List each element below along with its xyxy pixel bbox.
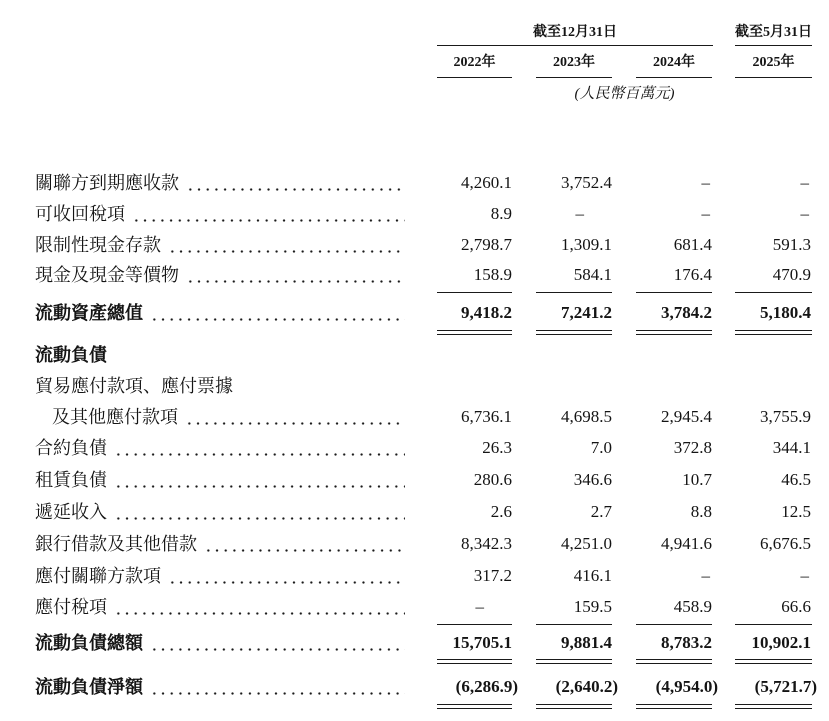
row-net-current-liabilities (0, 672, 829, 702)
double-rule-bottom-2023 (536, 334, 612, 335)
subtotal-rule-2023 (536, 624, 612, 625)
value-2023: 7.0 (590, 438, 612, 457)
double-rule-top-2025 (735, 659, 812, 660)
row-label: 流動負債淨額 (35, 677, 143, 697)
row-label-continued: 及其他應付款項 (52, 407, 178, 427)
row-total-current-liabilities (0, 628, 829, 658)
row-label-cell (35, 260, 405, 290)
value-2022: 2.6 (490, 502, 512, 521)
subtotal-rule-2023 (536, 292, 612, 293)
double-rule-bottom-2025 (735, 663, 812, 664)
double-rule-top-2023 (536, 330, 612, 331)
value-2024: 2,945.4 (661, 407, 712, 426)
row-label-cell (35, 168, 405, 198)
dot-leader (204, 549, 405, 552)
value-2022: 158.9 (473, 265, 512, 284)
value-2022: – (475, 597, 484, 616)
double-rule-top-2022 (437, 330, 512, 331)
double-rule-bottom-2024 (636, 334, 712, 335)
value-2022: 280.6 (473, 470, 512, 489)
period-group-may31: 截至5月31日 (735, 25, 812, 40)
row-label: 銀行借款及其他借款 (35, 534, 197, 554)
currency-unit-note: (人民幣百萬元) (574, 86, 675, 102)
value-2025: 46.5 (781, 470, 811, 489)
dot-leader (185, 422, 405, 425)
value-2022: 317.2 (473, 566, 512, 585)
row-label-cell (35, 433, 405, 463)
row-label-cell (35, 230, 405, 260)
dot-leader (150, 692, 405, 695)
year-header-2024: 2024年 (653, 55, 695, 70)
value-2025: 344.1 (772, 438, 811, 457)
row-label: 應付稅項 (35, 597, 107, 617)
double-rule-top-2022 (437, 659, 512, 660)
dot-leader (168, 250, 405, 253)
value-2023: 2.7 (590, 502, 612, 521)
double-rule-bottom-2022 (437, 334, 512, 335)
row-bank-borrowings (0, 529, 829, 559)
value-2022: 9,418.2 (461, 303, 512, 322)
row-label: 關聯方到期應收款 (35, 173, 179, 193)
value-2023: 1,309.1 (561, 235, 612, 254)
double-rule-top-2024 (636, 659, 712, 660)
subtotal-rule-2022 (437, 624, 512, 625)
row-label: 限制性現金存款 (35, 235, 161, 255)
double-rule-bottom-2025 (735, 334, 812, 335)
value-2024: – (701, 566, 710, 585)
row-label: 貿易應付款項、應付票據 (35, 376, 233, 396)
year-underline-2023 (536, 77, 612, 78)
subtotal-rule-2024 (636, 624, 712, 625)
value-2025: 66.6 (781, 597, 811, 616)
value-2022: (6,286.9) (455, 677, 518, 696)
dot-leader (186, 280, 405, 283)
dot-leader (150, 648, 405, 651)
dot-leader (186, 188, 405, 191)
dot-leader (114, 517, 405, 520)
value-2025: 591.3 (772, 235, 811, 254)
row-label: 現金及現金等價物 (35, 265, 179, 285)
section-heading: 流動負債 (35, 345, 107, 365)
value-2024: 8,783.2 (661, 633, 712, 652)
row-label-cell (35, 199, 405, 229)
year-underline-2022 (437, 77, 512, 78)
row-lease-liabilities (0, 465, 829, 495)
value-2024: 8.8 (690, 502, 712, 521)
value-2024: 176.4 (673, 265, 712, 284)
value-2024: 458.9 (673, 597, 712, 616)
row-label-cell (35, 298, 405, 328)
value-2022: 2,798.7 (461, 235, 512, 254)
value-2023: 416.1 (573, 566, 612, 585)
value-2022: 15,705.1 (452, 633, 512, 652)
value-2023: 584.1 (573, 265, 612, 284)
value-2025: (5,721.7) (754, 677, 817, 696)
dot-leader (114, 612, 405, 615)
double-rule-bottom-2022 (437, 663, 512, 664)
dot-leader (168, 581, 405, 584)
value-2025: – (800, 173, 809, 192)
value-2024: (4,954.0) (655, 677, 718, 696)
row-label-cell (35, 592, 405, 622)
value-2022: 6,736.1 (461, 407, 512, 426)
row-label: 流動資產總值 (35, 303, 143, 323)
dot-leader (114, 485, 405, 488)
value-2023: 7,241.2 (561, 303, 612, 322)
value-2024: – (701, 173, 710, 192)
row-label: 遞延收入 (35, 502, 107, 522)
subtotal-rule-2024 (636, 292, 712, 293)
value-2025: 5,180.4 (760, 303, 811, 322)
value-2023: – (575, 204, 584, 223)
row-due-to-related-parties (0, 561, 829, 591)
period-group-dec31: 截至12月31日 (533, 25, 617, 40)
row-label-cell (35, 561, 405, 591)
row-contract-liabilities (0, 433, 829, 463)
row-label-cell (35, 672, 405, 702)
double-rule-top-2025 (735, 330, 812, 331)
row-cash-equivalents (0, 260, 829, 290)
value-2022: 4,260.1 (461, 173, 512, 192)
row-label-cell (35, 340, 405, 370)
value-2024: 372.8 (673, 438, 712, 457)
row-deferred-income (0, 497, 829, 527)
row-label: 合約負債 (35, 438, 107, 458)
double-rule-top-2022 (437, 704, 512, 705)
value-2025: 6,676.5 (760, 534, 811, 553)
row-label-cell (35, 371, 405, 401)
dot-leader (114, 453, 405, 456)
value-2024: 4,941.6 (661, 534, 712, 553)
row-label: 租賃負債 (35, 470, 107, 490)
value-2022: 8.9 (490, 204, 512, 223)
double-rule-top-2023 (536, 704, 612, 705)
row-label: 流動負債總額 (35, 633, 143, 653)
value-2025: 470.9 (772, 265, 811, 284)
value-2023: (2,640.2) (555, 677, 618, 696)
subtotal-rule-2025 (735, 624, 812, 625)
value-2023: 159.5 (573, 597, 612, 616)
row-recoverable-tax (0, 199, 829, 229)
year-underline-2025 (735, 77, 812, 78)
row-label-cell (35, 628, 405, 658)
row-label: 可收回稅項 (35, 204, 125, 224)
value-2022: 8,342.3 (461, 534, 512, 553)
row-label-cell (52, 402, 405, 432)
row-related-party-receivables (0, 168, 829, 198)
double-rule-top-2024 (636, 704, 712, 705)
value-2023: 4,251.0 (561, 534, 612, 553)
period-group-may31-rule (735, 45, 812, 46)
dot-leader (150, 318, 405, 321)
row-label-cell (35, 529, 405, 559)
double-rule-bottom-2024 (636, 708, 712, 709)
value-2025: – (800, 566, 809, 585)
value-2024: 10.7 (682, 470, 712, 489)
double-rule-top-2023 (536, 659, 612, 660)
row-tax-payable (0, 592, 829, 622)
row-label-cell (35, 497, 405, 527)
value-2025: 3,755.9 (760, 407, 811, 426)
row-trade-payables-line1 (0, 371, 829, 401)
double-rule-bottom-2022 (437, 708, 512, 709)
section-heading-current-liabilities (0, 340, 829, 370)
value-2023: 9,881.4 (561, 633, 612, 652)
double-rule-top-2025 (735, 704, 812, 705)
period-group-dec31-rule (437, 45, 713, 46)
value-2025: 10,902.1 (751, 633, 811, 652)
row-trade-payables (0, 402, 829, 432)
year-header-2023: 2023年 (553, 55, 595, 70)
value-2025: – (800, 204, 809, 223)
value-2025: 12.5 (781, 502, 811, 521)
row-total-current-assets (0, 298, 829, 328)
double-rule-bottom-2025 (735, 708, 812, 709)
row-restricted-cash (0, 230, 829, 260)
double-rule-bottom-2023 (536, 663, 612, 664)
double-rule-top-2024 (636, 330, 712, 331)
double-rule-bottom-2023 (536, 708, 612, 709)
year-header-2022: 2022年 (453, 55, 496, 70)
value-2023: 346.6 (573, 470, 612, 489)
row-label-cell (35, 465, 405, 495)
value-2024: 681.4 (673, 235, 712, 254)
value-2022: 26.3 (482, 438, 512, 457)
subtotal-rule-2025 (735, 292, 812, 293)
value-2023: 3,752.4 (561, 173, 612, 192)
subtotal-rule-2022 (437, 292, 512, 293)
year-underline-2024 (636, 77, 712, 78)
double-rule-bottom-2024 (636, 663, 712, 664)
row-label: 應付關聯方款項 (35, 566, 161, 586)
value-2024: 3,784.2 (661, 303, 712, 322)
value-2023: 4,698.5 (561, 407, 612, 426)
dot-leader (132, 219, 405, 222)
year-header-2025: 2025年 (752, 55, 795, 70)
value-2024: – (701, 204, 710, 223)
